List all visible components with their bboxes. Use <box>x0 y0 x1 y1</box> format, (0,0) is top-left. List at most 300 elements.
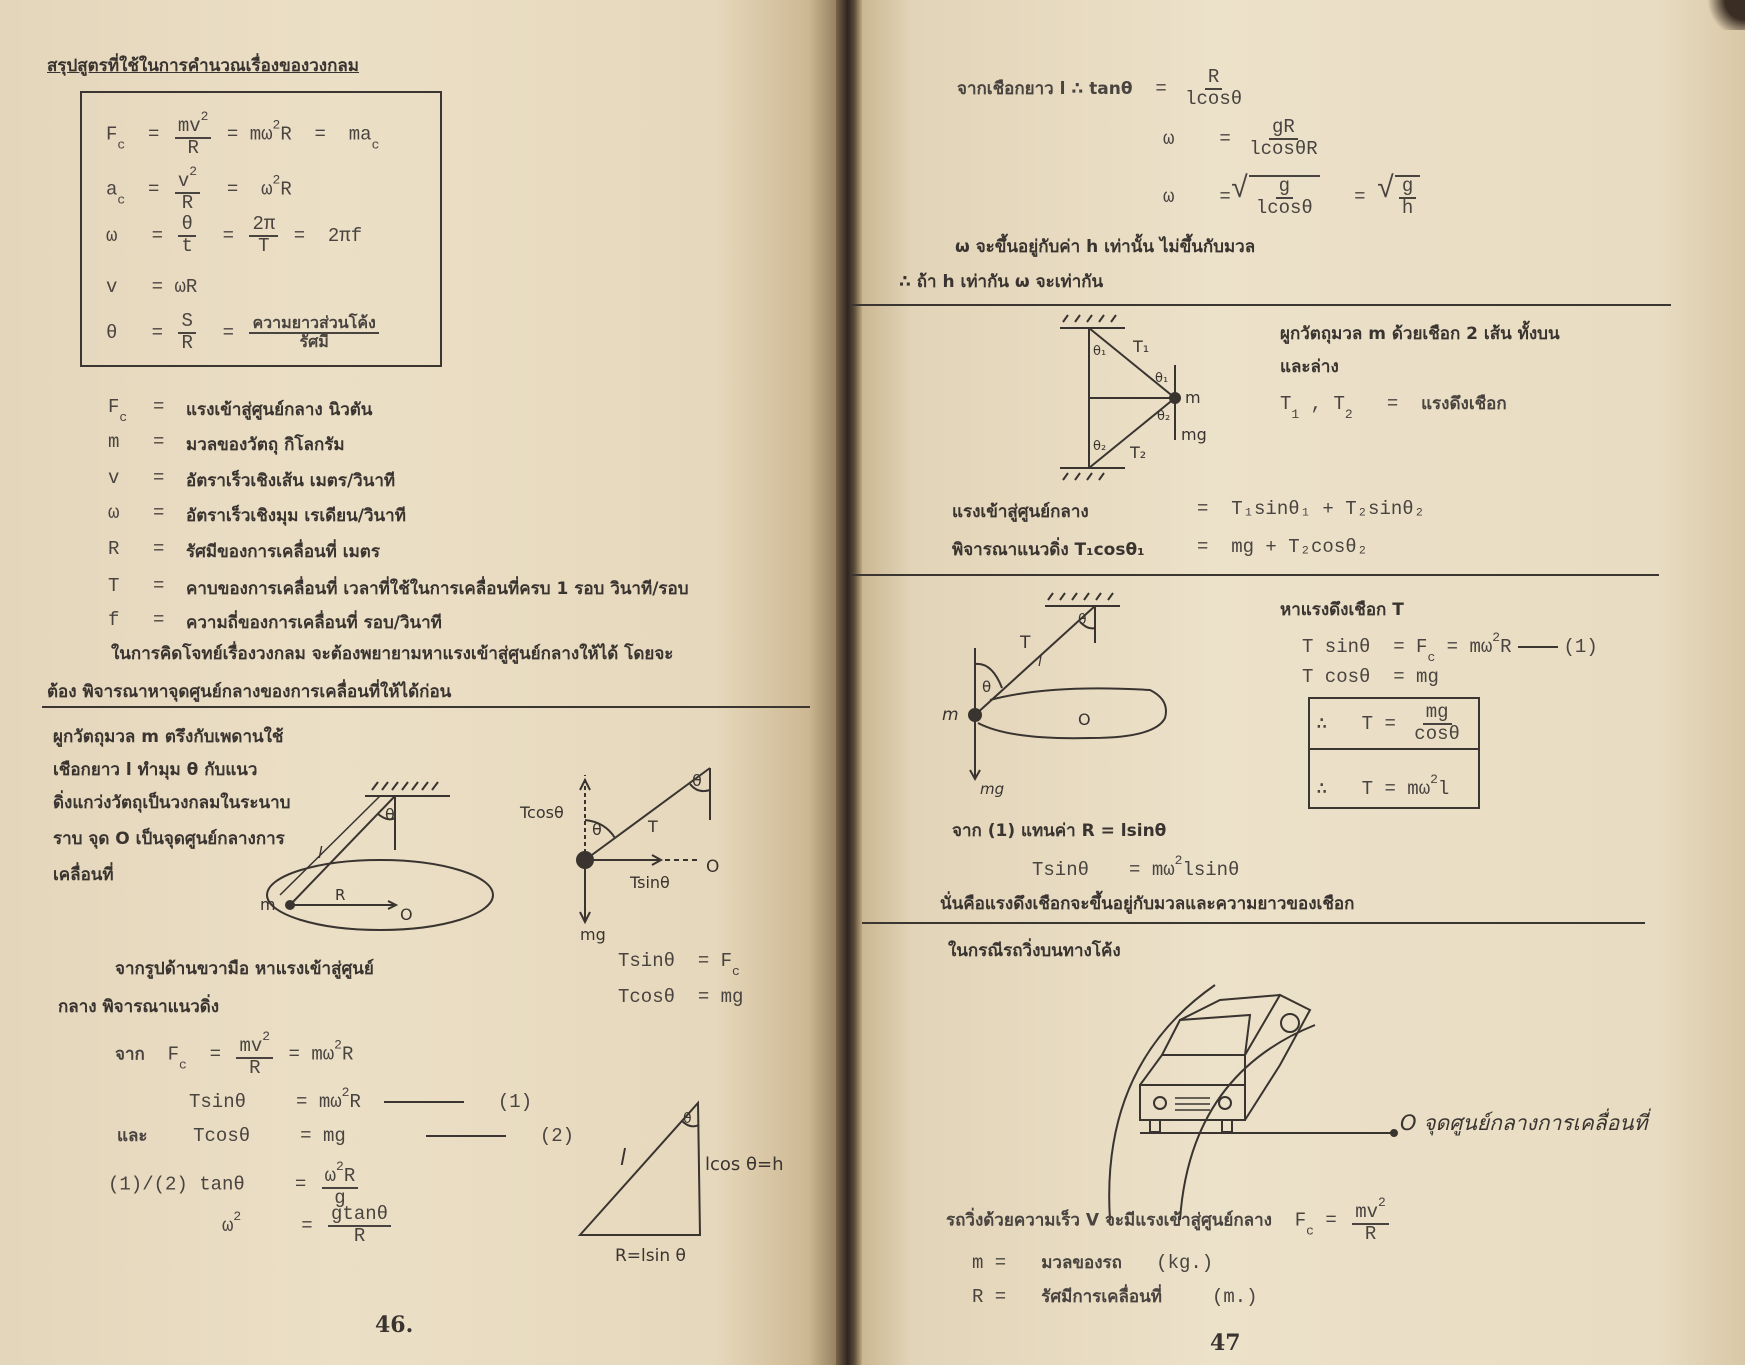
equals: = <box>153 575 165 597</box>
word: และ <box>117 1126 148 1146</box>
figure-text-line: จากรูปด้านขวามือ หาแรงเข้าสู่ศูนย์ <box>115 959 374 979</box>
two-string-diagram <box>1055 310 1235 490</box>
substitution-eq <box>1032 853 1239 881</box>
label-T2: T₂ <box>1130 443 1147 462</box>
label-m: m <box>942 705 959 725</box>
lhs: ω <box>1163 185 1175 208</box>
num: mg <box>1423 703 1452 725</box>
sub: 1 <box>1291 407 1300 422</box>
car-def-m <box>972 1249 1213 1276</box>
car-force-line <box>946 1196 1393 1245</box>
label-O: O <box>1078 710 1091 729</box>
sup: 2 <box>272 117 281 133</box>
fraction <box>1182 68 1245 110</box>
num: mv <box>1355 1201 1379 1223</box>
car-def-R <box>972 1283 1258 1310</box>
rhs: mg <box>322 1125 346 1147</box>
symbol: T <box>108 575 120 597</box>
paragraph-line: ต้อง พิจารณาหาจุดศูนย์กลางของการเคลื่อนที่ให้ได้ก่อน <box>47 682 452 702</box>
mid: F <box>1416 636 1428 658</box>
dash-line <box>384 1101 464 1103</box>
sup: 2 <box>1378 1195 1386 1210</box>
wheel <box>1222 1120 1232 1132</box>
floor-hatch <box>1063 473 1104 480</box>
section-line: ผูกวัตถุมวล m ตรึงกับเพดานใช้ <box>53 727 284 747</box>
definition-text: คาบของการเคลื่อนที่ เวลาที่ใช้ในการเคลื่อนที่ครบ 1 รอบ วินาที/รอบ <box>186 579 689 599</box>
symbol: v <box>108 467 120 489</box>
label-tcos: Tcosθ <box>520 803 564 822</box>
lhs: ω <box>1163 127 1175 150</box>
definition-text: อัตราเร็วเชิงเส้น เมตร/วินาที <box>186 471 396 491</box>
pre: จากเชือกยาว l ∴ tanθ <box>957 78 1133 99</box>
central-force-label: แรงเข้าสู่ศูนย์กลาง <box>952 502 1089 522</box>
sup: 2 <box>341 1085 350 1100</box>
eq: = <box>1386 393 1399 415</box>
wheel <box>1150 1120 1160 1132</box>
formula-angle <box>106 312 383 354</box>
section-line: เคลื่อนที่ <box>53 865 114 885</box>
sub: c <box>1306 1223 1314 1239</box>
equals: = <box>153 502 165 524</box>
fraction <box>1352 1196 1389 1245</box>
fraction <box>1246 118 1320 160</box>
rhs: l <box>1437 778 1450 800</box>
text: รถวิ่งด้วยความเร็ว V จะมีแรงเข้าสู่ศูนย์กลาง <box>946 1210 1272 1231</box>
unit: (m.) <box>1211 1286 1258 1308</box>
eq: = <box>1393 666 1405 688</box>
eq: = <box>148 178 160 201</box>
eq: = <box>151 224 164 247</box>
label-l: l <box>620 1146 627 1171</box>
sub: c <box>732 964 740 979</box>
tension-definition <box>1280 390 1507 422</box>
rhs: R <box>349 1091 361 1113</box>
lhs: Tcosθ <box>618 986 676 1008</box>
square-root: √ $\frac{g}{h}$ <box>1377 175 1420 219</box>
pendulum-tension-diagram <box>930 588 1180 798</box>
lhs: T <box>1361 712 1374 735</box>
tension-eq-2 <box>1302 666 1439 688</box>
fraction <box>1253 177 1316 219</box>
num: ω <box>324 1165 337 1187</box>
num: 2π <box>249 215 278 237</box>
eq: = <box>1325 1209 1337 1232</box>
eq: = <box>222 321 235 344</box>
eq: = <box>1129 859 1141 881</box>
eq: = <box>300 1125 312 1147</box>
rhs: mω <box>318 1091 342 1113</box>
two-string-text: และล่าง <box>1280 357 1339 377</box>
fraction <box>1411 703 1463 745</box>
sup: 2 <box>272 172 281 188</box>
symbol: m <box>108 431 120 453</box>
label-O: O <box>706 857 720 877</box>
den: R <box>181 191 194 214</box>
equals: = <box>153 609 165 631</box>
fraction <box>328 1205 391 1247</box>
therefore: ∴ <box>1316 712 1328 735</box>
sup: 2 <box>1430 772 1438 787</box>
sup: 2 <box>334 1037 342 1053</box>
eq: = <box>301 1214 313 1237</box>
rhs: R <box>1500 636 1512 658</box>
eq: = <box>151 321 164 344</box>
figure-text-line: กลาง พิจารณาแนวดิ่ง <box>58 997 220 1017</box>
section-line: ราบ จุด O เป็นจุดศูนย์กลางการ <box>53 829 285 849</box>
unit: (kg.) <box>1156 1252 1214 1274</box>
label-tsin: Tsinθ <box>630 873 670 892</box>
two-string-text: ผูกวัตถุมวล m ด้วยเชือก 2 เส้น ทั้งบน <box>1280 324 1560 344</box>
den: t <box>181 234 193 257</box>
lhs: T sinθ <box>1302 636 1371 658</box>
center-dot <box>1391 1130 1397 1136</box>
divider <box>862 922 1645 924</box>
book-spine <box>836 0 862 1365</box>
paragraph-line: ในการคิดโจทย์เรื่องวงกลม จะต้องพยายามหาแรงเข้าสู่ศูนย์กลางให้ได้ โดยจะ <box>111 644 674 664</box>
symbol: f <box>108 609 120 631</box>
lhs: (1)/(2) tanθ <box>108 1173 245 1196</box>
sup: 2 <box>336 1159 344 1174</box>
grille <box>1175 1098 1210 1110</box>
symbol: R <box>108 538 120 560</box>
num: ความยาวส่วนโค้ง <box>249 315 378 334</box>
sub: c <box>179 1057 187 1073</box>
rhs: mg + T₂cosθ₂ <box>1231 536 1369 558</box>
length-marker <box>280 796 380 895</box>
force-components-diagram <box>520 760 770 950</box>
divider <box>851 574 1659 576</box>
fraction <box>1399 177 1416 219</box>
page-number-left: 46. <box>375 1312 414 1338</box>
sub: c <box>117 137 126 153</box>
den: cosθ <box>1414 722 1460 745</box>
sym: R = <box>972 1286 1007 1308</box>
sym: F <box>106 123 118 146</box>
lhs: ω <box>222 1214 234 1237</box>
den: h <box>1401 196 1414 219</box>
vertical-label: พิจารณาแนวดิ่ง T₁cosθ₁ <box>952 540 1145 560</box>
ceiling-hatch <box>1063 315 1116 322</box>
label-R: R <box>335 886 346 904</box>
lhs: T <box>1361 778 1374 800</box>
label-theta: θ <box>385 805 395 824</box>
label-theta: θ <box>683 1111 692 1127</box>
outer-curve <box>1109 985 1215 1220</box>
num: g <box>1276 177 1293 199</box>
fraction <box>249 315 378 351</box>
sym: θ <box>106 321 118 344</box>
term: mω <box>249 123 273 146</box>
lhs: Tsinθ <box>189 1091 247 1113</box>
term: R <box>280 123 292 146</box>
therefore: ∴ <box>1316 778 1328 800</box>
den: R <box>353 1224 366 1247</box>
num: S <box>178 312 195 334</box>
label-mg: mg <box>980 780 1005 798</box>
eq: = <box>1197 536 1209 558</box>
num: R <box>343 1165 356 1187</box>
sub: c <box>1427 650 1436 665</box>
sub: c <box>117 192 126 208</box>
eq: = <box>1354 185 1366 208</box>
sym: T <box>1280 393 1292 415</box>
fraction <box>175 165 200 214</box>
dash-line <box>1518 646 1558 648</box>
square-root: √ $\frac{g}{lcos\theta}$ <box>1231 175 1320 219</box>
box-divider <box>1308 748 1478 750</box>
sym: v <box>106 276 118 298</box>
rhs: mω <box>1151 859 1175 881</box>
den: lcosθ <box>1255 196 1313 219</box>
sup: 2 <box>200 109 209 124</box>
omega-note: ω จะขึ้นอยู่กับค่า h เท่านั้น ไม่ขึ้นกับมวล <box>955 237 1256 257</box>
sym: a <box>106 178 118 201</box>
num: mv <box>177 115 201 137</box>
eq: = <box>293 224 306 247</box>
num: v <box>177 170 190 192</box>
equals: = <box>153 467 165 489</box>
sup: 2 <box>189 164 198 179</box>
conical-pendulum-diagram <box>250 770 500 940</box>
eq: = <box>314 123 326 146</box>
eq: = <box>1384 712 1396 735</box>
num: θ <box>178 215 195 237</box>
num: gtanθ <box>328 1205 391 1227</box>
rhs: R <box>341 1043 354 1066</box>
lhs: T cosθ <box>1302 666 1371 688</box>
eq: = <box>1219 185 1231 208</box>
eq: = <box>1446 636 1459 658</box>
tag: (2) <box>539 1125 575 1147</box>
label-theta: θ <box>982 678 992 696</box>
num: gR <box>1269 118 1298 140</box>
tan-equation <box>957 68 1249 110</box>
definition-text: ความถี่ของการเคลื่อนที่ รอบ/วินาที <box>186 613 442 633</box>
equation-from <box>115 1030 353 1079</box>
label-mg: mg <box>580 925 606 944</box>
fraction <box>178 215 195 257</box>
text: รัศมีการเคลื่อนที่ <box>1041 1287 1162 1307</box>
formula-linear-velocity <box>106 276 197 298</box>
definition-row <box>108 396 373 425</box>
label-m: m <box>260 895 276 914</box>
result-T-mg-cos <box>1316 703 1467 745</box>
label-h: lcos θ=h <box>705 1154 784 1175</box>
equation-1 <box>189 1085 532 1113</box>
definition-row <box>108 575 689 604</box>
rhs: mω <box>1469 636 1493 658</box>
num: R <box>1205 68 1222 90</box>
den: รัศมี <box>299 331 329 351</box>
omega-conclusion: ∴ ถ้า h เท่ากัน ω จะเท่ากัน <box>899 272 1104 292</box>
den: R <box>181 331 193 354</box>
fraction <box>175 110 212 159</box>
symbol: ω <box>108 502 120 524</box>
label-T: T <box>648 817 658 836</box>
headlight <box>1219 1097 1231 1109</box>
den: R <box>249 1056 261 1079</box>
page-corner-shadow <box>1705 0 1745 30</box>
label-theta1b: θ₁ <box>1155 371 1169 386</box>
sup: 2 <box>1174 853 1183 868</box>
term: ωR <box>174 276 198 298</box>
eq: = <box>1393 636 1405 658</box>
equals: = <box>153 396 165 418</box>
definition-row <box>108 609 442 638</box>
eq: = <box>222 224 235 247</box>
rhs: T₁sinθ₁ + T₂sinθ₂ <box>1231 498 1426 520</box>
num: mv <box>239 1035 263 1057</box>
definition-row <box>108 502 406 531</box>
comma: , <box>1310 393 1323 415</box>
label-l: l <box>318 843 323 862</box>
fraction <box>249 215 278 257</box>
sym: m = <box>972 1252 1007 1274</box>
den: T <box>258 234 270 257</box>
label-theta2: θ₂ <box>1093 439 1107 454</box>
label-mg: mg <box>1181 425 1207 444</box>
section-line: เชือกยาว l ทำมุม θ กับแนว <box>53 760 258 780</box>
fraction <box>236 1030 273 1079</box>
eq: = <box>1197 498 1209 520</box>
den: lcosθ <box>1185 87 1243 110</box>
sub: c <box>371 137 380 153</box>
equation-2 <box>117 1122 574 1149</box>
definition-row <box>108 538 380 567</box>
lhs: Tsinθ <box>618 950 676 972</box>
vertical-eq <box>1197 536 1368 558</box>
triangle-diagram <box>570 1095 810 1270</box>
definition-text: แรงเข้าสู่ศูนย์กลาง นิวตัน <box>186 400 373 420</box>
term: R <box>280 178 292 201</box>
tag: (1) <box>497 1091 533 1113</box>
label-base: R=lsin θ <box>615 1246 686 1266</box>
label-O: O <box>400 905 413 924</box>
ceiling-hatch <box>372 782 438 790</box>
equation-4 <box>222 1205 395 1247</box>
car-side <box>1245 995 1310 1120</box>
definition-text: อัตราเร็วเชิงมุม เรเดียน/วินาที <box>186 506 406 526</box>
eq: = <box>1155 77 1167 100</box>
car-front <box>1140 1085 1245 1120</box>
circular-path <box>978 688 1166 738</box>
side-equation-1 <box>618 950 740 979</box>
lhs: F <box>1294 1209 1307 1232</box>
label-theta1: θ₁ <box>1093 344 1107 359</box>
subscript: c <box>119 410 128 425</box>
den: R <box>187 136 199 159</box>
result-T-m-omega-l <box>1316 772 1449 800</box>
den: lcosθR <box>1249 137 1318 160</box>
headlight <box>1154 1097 1166 1109</box>
car-heading: ในกรณีรถวิ่งบนทางโค้ง <box>948 941 1121 961</box>
label-T1: T₁ <box>1133 337 1150 356</box>
mass-dot <box>969 709 981 721</box>
section-line: ดิ่งแกว่งวัตถุเป็นวงกลมในระนาบ <box>53 793 291 813</box>
fraction <box>178 312 195 354</box>
lhs: Tcosθ <box>193 1125 251 1147</box>
sub: 2 <box>1344 407 1353 422</box>
term: 2πf <box>327 224 363 247</box>
divider <box>851 304 1671 306</box>
definition-row <box>108 431 345 460</box>
word: จาก <box>115 1044 145 1065</box>
term: ω <box>261 178 273 201</box>
formula-centripetal-force <box>106 110 379 159</box>
summary-title: สรุปสูตรที่ใช้ในการคำนวณเรื่องของวงกลม <box>47 56 359 76</box>
eq: = <box>148 123 160 146</box>
definition-text: มวลของวัตถุ กิโลกรัม <box>186 435 345 455</box>
tension-eq-1 <box>1302 630 1598 665</box>
equals: = <box>153 431 165 453</box>
car-roof <box>1162 1015 1250 1055</box>
eq: = <box>226 178 239 201</box>
rhs: mω <box>311 1043 335 1066</box>
eq: = <box>209 1043 222 1066</box>
symbol: F <box>108 396 120 418</box>
car-on-curve-diagram <box>1100 955 1648 1225</box>
eq: = <box>294 1173 307 1196</box>
rhs: lsinθ <box>1182 859 1240 881</box>
label-theta: θ <box>1078 612 1087 628</box>
sym: T <box>1333 393 1345 415</box>
find-tension-heading: หาแรงดึงเชือก T <box>1280 600 1404 620</box>
den: g <box>334 1186 346 1209</box>
central-force-eq <box>1197 498 1425 520</box>
definition-text: รัศมีของการเคลื่อนที่ เมตร <box>186 542 380 562</box>
sup: 2 <box>233 1208 242 1224</box>
rhs: mg <box>720 986 744 1008</box>
tag: (1) <box>1563 636 1598 658</box>
rear-wheel <box>1281 1014 1299 1032</box>
eq: = <box>697 950 710 972</box>
car-hood <box>1140 1055 1245 1085</box>
eq: = <box>697 986 710 1008</box>
page-number-right: 47 <box>1210 1330 1241 1356</box>
den: R <box>1364 1222 1377 1245</box>
label-T: T <box>1020 633 1031 653</box>
equation-3 <box>108 1160 362 1209</box>
divider <box>42 706 810 708</box>
right-triangle <box>580 1103 700 1235</box>
omega-equation-2 <box>1163 175 1420 219</box>
sup: 2 <box>262 1029 271 1044</box>
sup: 2 <box>1492 630 1501 645</box>
text: แรงดึงเชือก <box>1421 394 1507 414</box>
substitution-line: จาก (1) แทนค่า R = lsinθ <box>952 821 1167 841</box>
equals: = <box>153 538 165 560</box>
text: มวลของรถ <box>1041 1253 1122 1273</box>
dash-line <box>426 1135 506 1137</box>
definition-row <box>108 467 396 496</box>
eq: = <box>288 1043 300 1066</box>
rhs: F <box>720 950 733 972</box>
label-m: m <box>1185 388 1201 407</box>
label-l: l <box>1038 654 1042 670</box>
rhs: mω <box>1407 778 1431 800</box>
label-theta2b: θ₂ <box>1157 409 1171 424</box>
eq: = <box>1384 778 1396 800</box>
lhs: Tsinθ <box>1032 859 1090 881</box>
rhs: mg <box>1416 666 1439 688</box>
label-theta: θ <box>592 820 602 839</box>
eq: = <box>226 123 239 146</box>
side-equation-2 <box>618 986 743 1008</box>
sym: ω <box>106 224 118 247</box>
lhs: F <box>167 1043 180 1066</box>
mass-dot <box>1170 393 1180 403</box>
omega-equation-1 <box>1163 118 1325 160</box>
